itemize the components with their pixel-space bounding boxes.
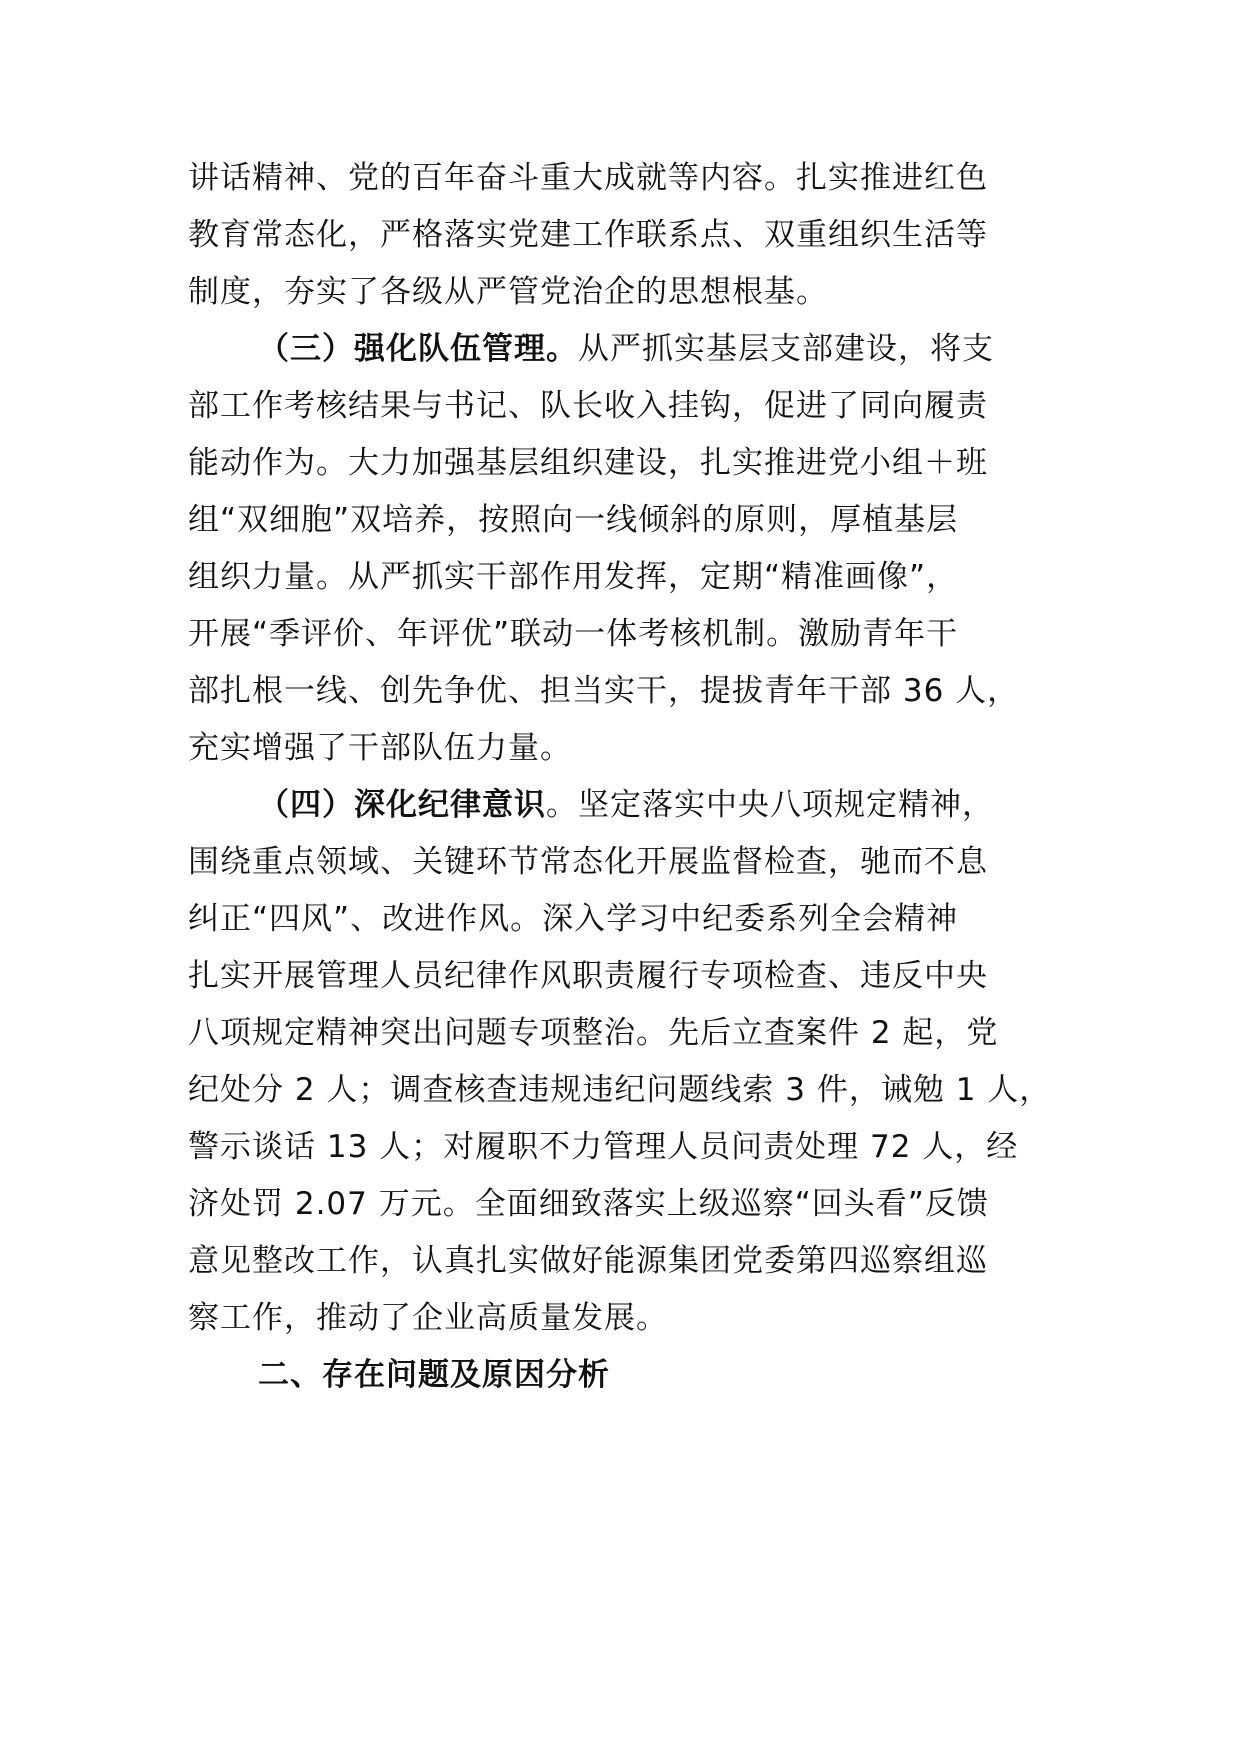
para2-first-rest: 从严抓实基层支部建设，将支 [578,331,994,367]
para3-line-2: 纠正“四风”、改进作风。深入学习中纪委系列全会精神 [188,901,959,937]
para1-line-3: 制度，夯实了各级从严管党治企的思想根基。 [188,274,828,310]
para2-line-5: 开展“季评价、年评优”联动一体考核机制。激励青年干 [188,616,959,652]
para2-line-1: 部工作考核结果与书记、队长收入挂钩，促进了同向履责 [188,388,988,424]
para3-line-6: 警示谈话 13 人；对履职不力管理人员问责处理 72 人，经 [188,1129,1019,1165]
para3-line-3: 扎实开展管理人员纪律作风职责履行专项检查、违反中央 [188,958,988,994]
para2-line-6: 部扎根一线、创先争优、担当实干，提拔青年干部 36 人， [188,673,1020,709]
para2-line-4: 组织力量。从严抓实干部作用发挥，定期“精准画像”， [188,559,959,595]
para3-line-4: 八项规定精神突出问题专项整治。先后立查案件 2 起，党 [188,1015,999,1051]
para3-line-7: 济处罚 2.07 万元。全面细致落实上级巡察“回头看”反馈 [188,1186,989,1222]
para2-line-2: 能动作为。大力加强基层组织建设，扎实推进党小组＋班 [188,445,988,481]
para3-first-line [258,785,994,825]
para3-line-8: 意见整改工作，认真扎实做好能源集团党委第四巡察组巡 [188,1243,988,1279]
section-heading: 二、存在问题及原因分析 [258,1357,610,1393]
para1-line-1: 讲话精神、党的百年奋斗重大成就等内容。扎实推进红色 [188,160,988,196]
para2-line-3: 组“双细胞”双培养，按照向一线倾斜的原则，厚植基层 [188,502,959,538]
para2-heading: （三）强化队伍管理。 [258,331,578,367]
para3-first-rest: 。坚定落实中央八项规定精神， [546,787,994,823]
para2-line-7: 充实增强了干部队伍力量。 [188,730,572,766]
para3-line-1: 围绕重点领域、关键环节常态化开展监督检查，驰而不息 [188,844,988,880]
para3-line-5: 纪处分 2 人；调查核查违规违纪问题线索 3 件，诫勉 1 人， [188,1072,1052,1108]
para1-line-2: 教育常态化，严格落实党建工作联系点、双重组织生活等 [188,217,988,253]
para3-line-9: 察工作，推动了企业高质量发展。 [188,1300,668,1336]
para2-first-line [258,329,994,369]
para3-heading: （四）深化纪律意识 [258,787,546,823]
